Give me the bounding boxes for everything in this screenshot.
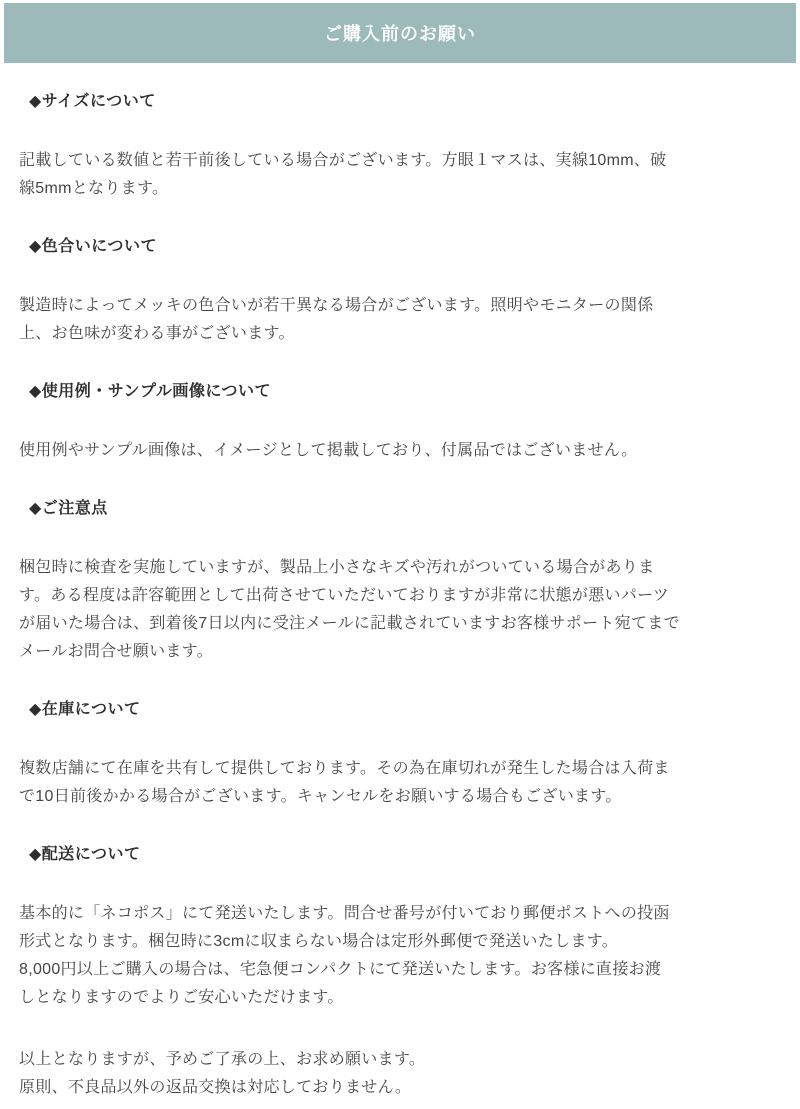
paragraph-line: 線5mmとなります。 bbox=[19, 180, 169, 197]
section-paragraph-cautions bbox=[19, 554, 781, 666]
section-paragraph-color bbox=[19, 292, 781, 348]
page-title: ご購入前のお願い bbox=[324, 24, 476, 44]
section-size bbox=[19, 88, 781, 203]
purchase-notice-page bbox=[0, 3, 800, 1102]
paragraph-line: 製造時によってメッキの色合いが若干異なる場合がございます。照明やモニターの関係 bbox=[19, 297, 654, 314]
paragraph-line: 8,000円以上ご購入の場合は、宅急便コンパクトにて発送いたします。お客様に直接お渡 bbox=[19, 961, 662, 978]
section-heading-size: ◆サイズについて bbox=[29, 93, 156, 110]
section-cautions bbox=[19, 495, 781, 666]
paragraph-line: 形式となります。梱包時に3cmに収まらない場合は定形外郵便で発送いたします。 bbox=[19, 933, 619, 950]
section-color bbox=[19, 233, 781, 348]
paragraph-line: メールお問合せ願います。 bbox=[19, 643, 214, 660]
page-header bbox=[4, 3, 796, 63]
section-shipping bbox=[19, 841, 781, 1012]
paragraph-line: す。ある程度は許容範囲として出荷させていただいておりますが非常に状態が悪いパーツ bbox=[19, 587, 670, 604]
section-heading-sample-images: ◆使用例・サンプル画像について bbox=[29, 383, 272, 400]
closing-line: 以上となりますが、予めご了承の上、お求め願います。 bbox=[19, 1051, 426, 1068]
paragraph-line: 基本的に「ネコポス」にて発送いたします。問合せ番号が付いており郵便ポストへの投函 bbox=[19, 905, 670, 922]
section-heading-cautions: ◆ご注意点 bbox=[29, 500, 108, 517]
section-paragraph-size bbox=[19, 147, 781, 203]
section-paragraph-sample-images bbox=[19, 437, 781, 465]
closing-note bbox=[19, 1046, 781, 1102]
section-heading-stock: ◆在庫について bbox=[29, 701, 141, 718]
paragraph-line: 梱包時に検査を実施していますが、製品上小さなキズや汚れがついている場合がありま bbox=[19, 559, 655, 576]
section-paragraph-stock bbox=[19, 755, 781, 811]
section-stock bbox=[19, 696, 781, 811]
section-sample-images bbox=[19, 378, 781, 465]
closing-line: 原則、不良品以外の返品交換は対応しておりません。 bbox=[19, 1079, 412, 1096]
paragraph-line: 記載している数値と若干前後している場合がございます。方眼１マスは、実線10mm、破 bbox=[19, 152, 667, 169]
paragraph-line: 使用例やサンプル画像は、イメージとして掲載しており、付属品ではございません。 bbox=[19, 442, 638, 459]
section-paragraph-shipping bbox=[19, 900, 781, 1012]
section-heading-shipping: ◆配送について bbox=[29, 846, 141, 863]
paragraph-line: が届いた場合は、到着後7日以内に受注メールに記載されていますお客様サポート宛てまで bbox=[19, 615, 680, 632]
paragraph-line: 上、お色味が変わる事がございます。 bbox=[19, 325, 295, 342]
section-heading-color: ◆色合いについて bbox=[29, 238, 157, 255]
paragraph-line: で10日前後かかる場合がございます。キャンセルをお願いする場合もございます。 bbox=[19, 788, 622, 805]
paragraph-line: 複数店舗にて在庫を共有して提供しております。その為在庫切れが発生した場合は入荷ま bbox=[19, 760, 670, 777]
paragraph-line: しとなりますのでよりご安心いただけます。 bbox=[19, 989, 344, 1006]
notice-content bbox=[0, 88, 800, 1102]
